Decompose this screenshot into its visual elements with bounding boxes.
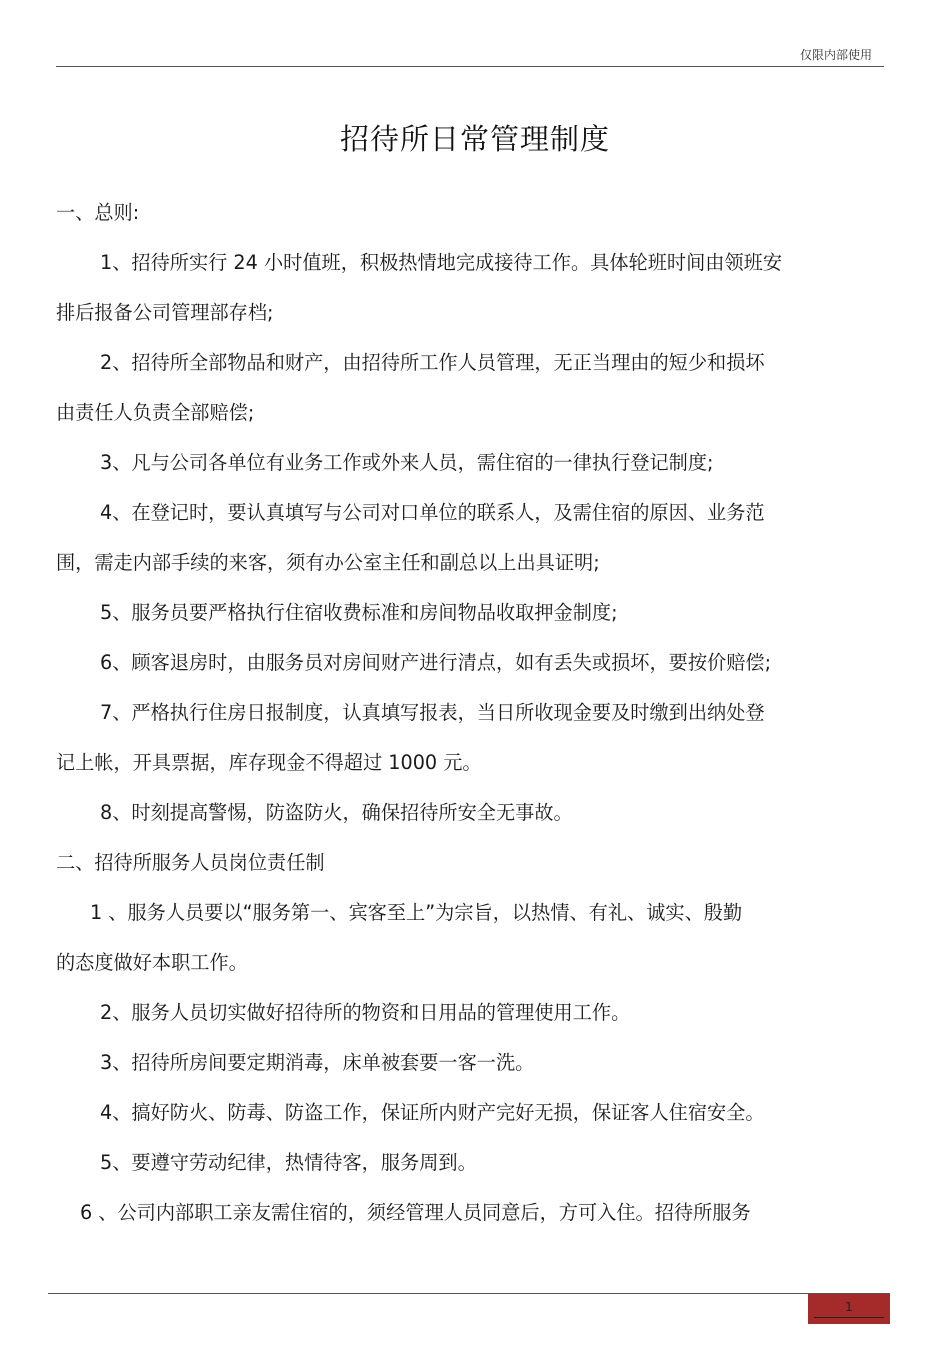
paragraph-line: 1 、服务人员要以“服务第一、宾客至上”为宗旨，以热情、有礼、诚实、殷勤 xyxy=(90,901,743,924)
paragraph-line: 由责任人负责全部赔偿; xyxy=(56,401,255,424)
paragraph-line: 1、招待所实行 24 小时值班，积极热情地完成接待工作。具体轮班时间由领班安 xyxy=(100,251,783,274)
paragraph-line: 记上帐，开具票据，库存现金不得超过 1000 元。 xyxy=(56,751,482,774)
paragraph-line: 6 、公司内部职工亲友需住宿的，须经管理人员同意后，方可入住。招待所服务 xyxy=(80,1201,751,1224)
page-number-underline xyxy=(814,1317,884,1318)
section-heading-general: 一、总则: xyxy=(56,201,140,224)
section-heading-responsibility: 二、招待所服务人员岗位责任制 xyxy=(56,851,325,874)
footer-rule xyxy=(48,1293,890,1294)
header-note: 仅限内部使用 xyxy=(799,48,872,62)
paragraph-line: 6、顾客退房时，由服务员对房间财产进行清点，如有丢失或损坏，要按价赔偿; xyxy=(100,651,772,674)
paragraph-line: 的态度做好本职工作。 xyxy=(56,951,248,974)
page-number-box xyxy=(808,1294,890,1324)
paragraph-line: 2、招待所全部物品和财产，由招待所工作人员管理，无正当理由的短少和损坏 xyxy=(100,351,765,374)
paragraph-line: 3、凡与公司各单位有业务工作或外来人员，需住宿的一律执行登记制度; xyxy=(100,451,714,474)
paragraph-line: 7、严格执行住房日报制度，认真填写报表，当日所收现金要及时缴到出纳处登 xyxy=(100,701,765,724)
paragraph-line: 3、招待所房间要定期消毒，床单被套要一客一洗。 xyxy=(100,1051,535,1074)
paragraph-line: 4、搞好防火、防毒、防盗工作，保证所内财产完好无损，保证客人住宿安全。 xyxy=(100,1101,765,1124)
paragraph-line: 排后报备公司管理部存档; xyxy=(56,301,274,324)
paragraph-line: 4、在登记时，要认真填写与公司对口单位的联系人，及需住宿的原因、业务范 xyxy=(100,501,765,524)
paragraph-line: 2、服务人员切实做好招待所的物资和日用品的管理使用工作。 xyxy=(100,1001,631,1024)
paragraph-line: 5、要遵守劳动纪律，热情待客，服务周到。 xyxy=(100,1151,477,1174)
paragraph-line: 围，需走内部手续的来客，须有办公室主任和副总以上出具证明; xyxy=(56,551,600,574)
document-title: 招待所日常管理制度 xyxy=(339,122,610,157)
paragraph-line: 8、时刻提高警惕，防盗防火，确保招待所安全无事故。 xyxy=(100,801,573,824)
header-rule xyxy=(56,66,884,67)
paragraph-line: 5、服务员要严格执行住宿收费标准和房间物品收取押金制度; xyxy=(100,601,618,624)
page-number: 1 xyxy=(845,1300,853,1314)
